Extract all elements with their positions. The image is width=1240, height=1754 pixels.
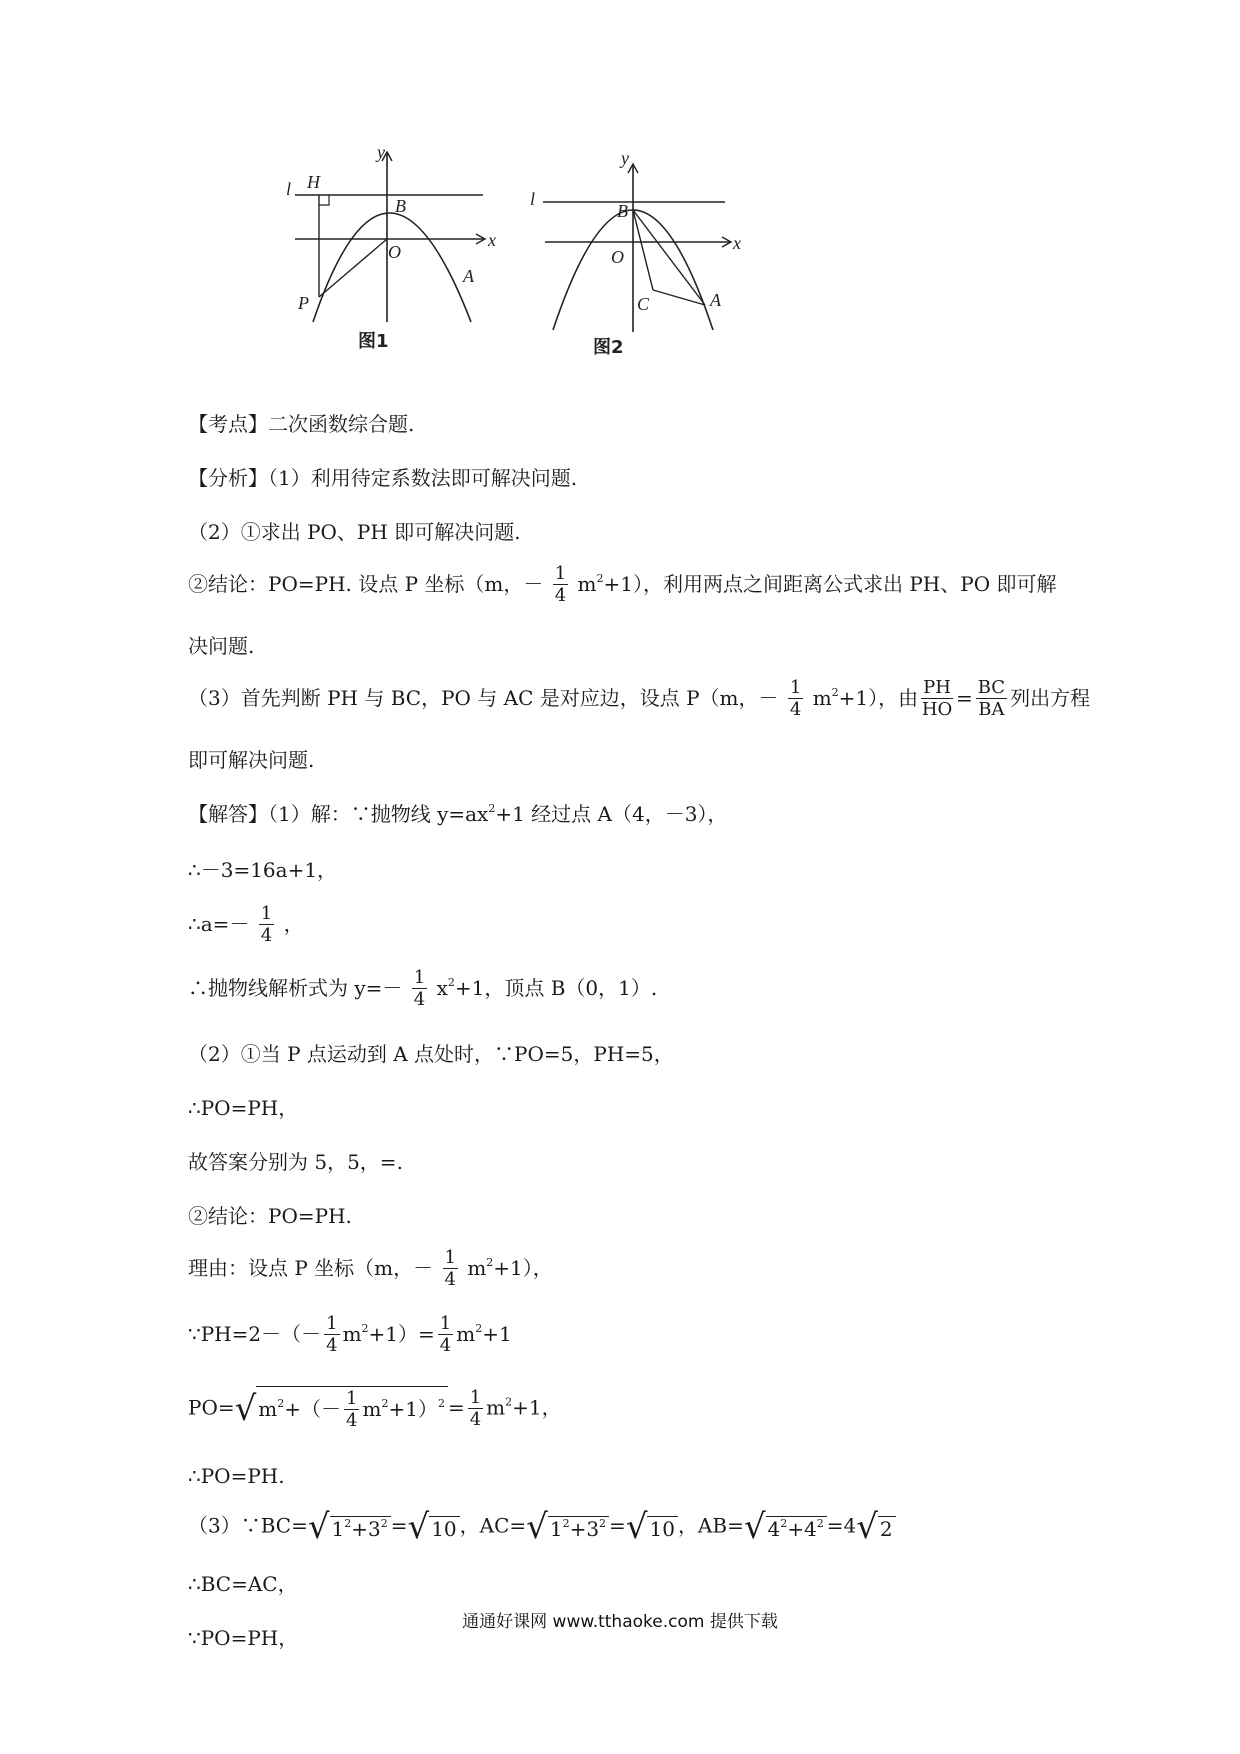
- figure-2: [530, 148, 795, 400]
- exponent: 2: [505, 1395, 513, 1409]
- fraction-1-4: [443, 1248, 458, 1291]
- numerator: 1: [326, 1313, 338, 1334]
- text: ②结论：PO=PH. 设点 P 坐标（m，－: [188, 572, 544, 596]
- sqrt-expression: [235, 1386, 448, 1432]
- fraction-1-4: [259, 904, 274, 947]
- exponent: 2: [381, 1397, 389, 1410]
- segment-BA: [633, 210, 705, 305]
- jieda-line-7: [188, 1152, 403, 1172]
- text: +1: [482, 1322, 512, 1346]
- radicand: [330, 1516, 391, 1539]
- sqrt-2: [856, 1507, 895, 1547]
- text: 列出方程: [1010, 686, 1091, 710]
- jieda-line-5: [188, 1044, 674, 1064]
- denominator: 4: [554, 585, 567, 606]
- fenxi-text-6: 即可解决问题.: [188, 748, 315, 772]
- text: ，AB=: [677, 1513, 744, 1538]
- text: =: [390, 1513, 408, 1538]
- sqrt-ac: [526, 1507, 609, 1547]
- fenxi-text-2: （2）①求出 PO、PH 即可解决问题.: [188, 520, 521, 544]
- exponent: 2: [486, 1256, 494, 1269]
- jieda-line-2: [188, 860, 337, 880]
- numerator: BC: [977, 677, 1006, 698]
- jieda-text-15: ∵PO=PH，: [188, 1626, 299, 1650]
- jieda-line-6: [188, 1098, 298, 1118]
- jieda-line-8: [188, 1206, 352, 1226]
- label-A: A: [710, 290, 721, 310]
- jieda-text-8: ②结论：PO=PH.: [188, 1204, 352, 1228]
- text: +1），利用两点之间距离公式求出 PH、PO 即可解: [603, 572, 1057, 596]
- denominator: 4: [789, 699, 802, 720]
- caption-fig1: 图1: [358, 331, 389, 352]
- denominator: 4: [326, 1335, 338, 1356]
- jieda-text-14: ∴BC=AC，: [188, 1572, 298, 1596]
- text: 【解答】（1）解：∵抛物线 y=ax: [188, 802, 489, 826]
- text: +1）=: [368, 1322, 435, 1346]
- text: ∴抛物线解析式为 y=－: [188, 976, 403, 1000]
- denominator: 4: [444, 1269, 456, 1290]
- jieda-line-3: [188, 904, 304, 947]
- radicand: [256, 1386, 448, 1432]
- exponent: 2: [344, 1516, 352, 1530]
- text: +1），: [493, 1256, 553, 1280]
- text: +1，: [512, 1395, 562, 1420]
- radical-sign: √: [743, 1507, 766, 1547]
- label-B: B: [395, 196, 406, 216]
- numerator: 1: [469, 1386, 482, 1408]
- text: PO=: [188, 1395, 235, 1420]
- radicand: 10: [647, 1516, 677, 1539]
- radical-sign: √: [234, 1389, 257, 1429]
- exponent: 2: [277, 1397, 285, 1410]
- fraction-1-4: [344, 1389, 359, 1432]
- fraction-1-4: [438, 1314, 453, 1357]
- sqrt-bc: [307, 1507, 391, 1547]
- text: m: [362, 1397, 382, 1421]
- fraction-1-4: [324, 1314, 339, 1357]
- label-H: H: [307, 172, 320, 192]
- parabola-1: [313, 213, 471, 322]
- jieda-line-4: [188, 968, 657, 1011]
- jieda-text-2: ∴－3=16a+1，: [188, 858, 338, 882]
- label-x: x: [733, 233, 741, 253]
- fenxi-line-3: [188, 564, 1056, 607]
- exponent: 2: [437, 1397, 445, 1410]
- text: m: [486, 1395, 506, 1420]
- jieda-text-6: ∴PO=PH，: [188, 1096, 299, 1120]
- label-y: y: [621, 148, 629, 168]
- figures-area: [286, 142, 860, 400]
- exponent: 2: [562, 1516, 570, 1530]
- text: +1），由: [838, 686, 919, 710]
- kaodian-line: [188, 414, 414, 434]
- fraction-PH-HO: [921, 678, 953, 721]
- exponent: 2: [596, 572, 604, 585]
- numerator: 1: [789, 677, 802, 698]
- text: +1，顶点 B（0，1）.: [454, 976, 658, 1000]
- jieda-line-1: [188, 804, 727, 824]
- numerator: 1: [260, 903, 273, 924]
- label-y: y: [377, 142, 385, 162]
- numerator: 1: [413, 967, 426, 988]
- jieda-text-7: 故答案分别为 5，5，=.: [188, 1150, 403, 1174]
- label-l: l: [286, 179, 292, 199]
- text: m: [342, 1322, 362, 1346]
- label-B: B: [617, 201, 628, 221]
- denominator: 4: [469, 1408, 482, 1430]
- text: 4: [767, 1516, 781, 1541]
- jieda-line-13: [188, 1507, 896, 1547]
- text: ，AC=: [459, 1513, 527, 1538]
- exponent: 2: [816, 1516, 824, 1530]
- caption-fig2: 图2: [593, 337, 624, 358]
- exponent: 2: [599, 1516, 607, 1530]
- label-l: l: [530, 189, 536, 209]
- exponent: 2: [475, 1322, 483, 1335]
- denominator: BA: [978, 699, 1005, 720]
- segment-CA: [653, 290, 705, 305]
- radicand: 2: [878, 1516, 896, 1539]
- jieda-line-11: [188, 1386, 562, 1432]
- page-footer: [0, 1607, 1240, 1632]
- denominator: HO: [921, 699, 953, 720]
- exponent: 2: [488, 802, 496, 815]
- numerator: 1: [439, 1313, 452, 1334]
- fraction-BC-BA: [976, 678, 1007, 721]
- text: =: [955, 686, 973, 710]
- sqrt-10: [407, 1507, 460, 1547]
- text: m: [456, 1322, 476, 1346]
- jieda-line-14: [188, 1574, 298, 1594]
- text: 理由：设点 P 坐标（m，－: [188, 1256, 434, 1280]
- text: +4: [787, 1516, 817, 1541]
- radicand: 10: [429, 1516, 459, 1539]
- radicand: [548, 1516, 609, 1539]
- text: （3）∵BC=: [188, 1513, 308, 1538]
- denominator: 4: [413, 989, 426, 1010]
- radical-sign: √: [307, 1507, 330, 1547]
- fraction-1-4: [412, 968, 427, 1011]
- radical-sign: √: [625, 1507, 648, 1547]
- sqrt-ab: [743, 1507, 827, 1547]
- radical-sign: √: [526, 1507, 548, 1547]
- jieda-line-10: [188, 1314, 512, 1357]
- radical-sign: √: [407, 1507, 430, 1547]
- label-x: x: [488, 230, 496, 250]
- text: m: [467, 1256, 487, 1280]
- exponent: 2: [361, 1322, 369, 1335]
- text: 1: [331, 1516, 345, 1541]
- denominator: 4: [439, 1335, 452, 1356]
- denominator: 4: [346, 1410, 358, 1431]
- text: m: [812, 686, 832, 710]
- label-O: O: [388, 242, 401, 262]
- text: ∵PH=2－（－: [188, 1322, 322, 1346]
- fenxi-line-6: [188, 750, 314, 770]
- text: =4: [826, 1513, 857, 1538]
- fraction-1-4: [468, 1388, 483, 1431]
- radicand: [766, 1516, 827, 1539]
- text: x: [436, 976, 448, 1000]
- footer-text: 通通好课网 www.tthaoke.com 提供下载: [462, 1612, 778, 1632]
- fenxi-line-2: [188, 522, 521, 542]
- numerator: PH: [923, 677, 951, 698]
- text: =: [609, 1513, 626, 1538]
- jieda-line-12: [188, 1466, 285, 1486]
- fenxi-text-4: 决问题.: [188, 634, 255, 658]
- fraction-1-4: [553, 564, 568, 607]
- exponent: 2: [780, 1516, 788, 1530]
- fenxi-line-1: [188, 468, 577, 488]
- numerator: 1: [554, 563, 567, 584]
- text: +（－: [284, 1397, 342, 1421]
- fraction-1-4: [788, 678, 803, 721]
- text: （3）首先判断 PH 与 BC，PO 与 AC 是对应边，设点 P（m，－: [188, 686, 779, 710]
- sqrt-10: [625, 1507, 678, 1547]
- text: +3: [569, 1516, 600, 1541]
- text: +3: [351, 1516, 381, 1541]
- figure-1: [286, 142, 560, 400]
- text: 1: [549, 1516, 563, 1541]
- fenxi-line-4: [188, 636, 254, 656]
- fenxi-line-5: [188, 678, 1090, 721]
- label-O: O: [611, 247, 624, 267]
- numerator: 1: [346, 1388, 358, 1409]
- jieda-line-9: [188, 1248, 553, 1291]
- text: =: [447, 1395, 465, 1420]
- label-P: P: [298, 293, 309, 313]
- text: ∴a=－: [188, 912, 250, 936]
- jieda-text-12: ∴PO=PH.: [188, 1464, 285, 1488]
- kaodian-text: 【考点】二次函数综合题.: [188, 412, 415, 436]
- right-angle-mark: [319, 195, 329, 205]
- text: ，: [283, 912, 304, 936]
- exponent: 2: [831, 686, 839, 699]
- text: +1 经过点 A（4，－3），: [495, 802, 728, 826]
- label-C: C: [637, 294, 650, 314]
- exponent: 2: [380, 1516, 388, 1530]
- numerator: 1: [444, 1247, 456, 1268]
- radical-sign: √: [856, 1507, 878, 1547]
- segment-BC: [633, 210, 653, 290]
- exponent: 2: [447, 976, 455, 989]
- text: m: [258, 1397, 278, 1421]
- segment-PO: [319, 239, 387, 297]
- label-A: A: [463, 266, 474, 286]
- text: +1）: [388, 1397, 438, 1421]
- fenxi-text-1: 【分析】（1）利用待定系数法即可解决问题.: [188, 466, 578, 490]
- denominator: 4: [260, 925, 273, 946]
- jieda-text-5: （2）①当 P 点运动到 A 点处时，∵PO=5，PH=5，: [188, 1042, 674, 1066]
- text: m: [577, 572, 597, 596]
